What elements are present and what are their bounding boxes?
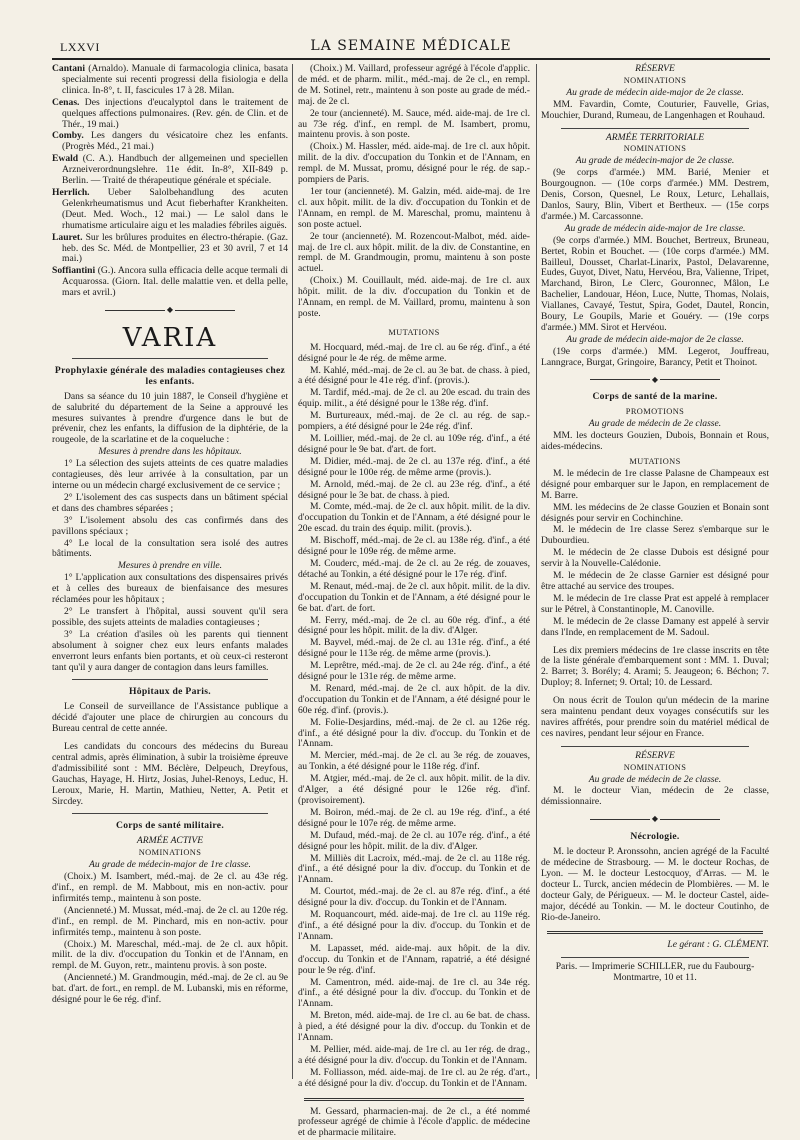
list-item: 1° La sélection des sujets atteints de ces quatre maladies contagieuses, dès leur arrivée à la consultation, par un interne ou un médecin chargé exclusivement de ce service ; (52, 458, 288, 491)
subheading: PROMOTIONS (625, 407, 685, 417)
list-item: 2° L'isolement des cas suspects dans un bâtiment spécial et dans des chambres séparées ; (52, 491, 288, 514)
subheading: ARMÉE TERRITORIALE (605, 131, 705, 143)
divider (561, 128, 749, 129)
paragraph: (9e corps d'armée.) MM. Barié, Menier et Bourgougnon. — (10e corps d'armée.) MM. Destrem, Denis, Corson, Quesnel, Le Roux, Leturc, Lehallais, Danlos, Saury, Blin, Vibert et Bertheux. — (15e corps d'armée.) M. Carcassonne. (541, 167, 769, 222)
ornament-divider: ◆ (541, 375, 769, 386)
nomination-item: (Ancienneté.) M. Mussat, méd.-maj. de 2e cl. au 120e rég. d'inf., en rempl. de M. Pinchard, mis en non-activ. pour infirmités temp., maintenu à son poste. (52, 904, 288, 938)
paragraph: M. le docteur Vian, médecin de 2e classe, démissionnaire. (541, 785, 769, 808)
mutation-item: M. le médecin de 2e classe Dubois est désigné pour servir à la Nouvelle-Calédonie. (541, 547, 769, 570)
divider (72, 679, 268, 680)
mutation-item: M. Ferry, méd.-maj. de 2e cl. au 60e rég. d'inf., a été désigné pour les hôpit. milit. de la div. d'Alger. (298, 614, 530, 637)
divider (561, 746, 749, 747)
mutation-item: M. Atgier, méd.-maj. de 2e cl. aux hôpit. milit. de la div. d'Alger, a été désigné pour le 126e rég. d'inf. (provisoirement). (298, 773, 530, 806)
nomination-item: 1er tour (ancienneté). M. Galzin, méd. aide-maj. de 1re cl. aux hôpit. milit. de la div. d'occupation du Tonkin et de l'Annam, en rempl. de M. Mareschal, promu, maintenu à son poste actuel. (298, 185, 530, 230)
column-2 (298, 64, 530, 1140)
subheading: MUTATIONS (629, 457, 681, 466)
mutation-item: M. Tardif, méd.-maj. de 2e cl. au 20e escad. du train des équip. milit., a été désigné pour le 138e rég. d'inf. (298, 387, 530, 410)
mutation-item: M. Arnold, méd.-maj. de 2e cl. au 23e rég. d'inf., a été désigné pour le 3e bat. de chass. à pied. (298, 478, 530, 501)
subheading: Au grade de médecin de 2e classe. (588, 418, 722, 430)
mutation-item: M. Hocquard, méd.-maj. de 1re cl. au 6e rég. d'inf., a été désigné pour le 4e rég. de même arme. (298, 341, 530, 364)
nomination-item: 2e tour (ancienneté). M. Sauce, méd. aide-maj. de 1re cl. au 73e rég. d'inf., en rempl. de M. Isambert, promu, maintenu provis. à son poste. (298, 107, 530, 141)
list-item: 3° L'isolement absolu des cas confirmés dans des pavillons spéciaux ; (52, 514, 288, 537)
subheading: NOMINATIONS (623, 75, 687, 85)
mutation-item: M. Mercier, méd.-maj. de 2e cl. au 3e rég. de zouaves, au Tonkin, a été désigné pour le 118e rég. d'inf. (298, 750, 530, 773)
page-header (52, 38, 770, 56)
nomination-item: (Choix.) M. Vaillard, professeur agrégé à l'école d'applic. de méd. et de pharm. milit., méd.-maj. de 2e cl., en rempl. de M. Sotinel, retr., maintenu à son poste au grade de méd.-maj. de 2e cl. (298, 63, 530, 107)
mutation-item: M. Courtot, méd.-maj. de 2e cl. au 87e rég. d'inf., a été désigné pour la div. d'occup. du Tonkin et de l'Annam. (298, 886, 530, 909)
list-item: 2° Le transfert à l'hôpital, aussi souvent qu'il sera possible, des sujets atteints de maladies contagieuses ; (52, 605, 288, 628)
mutation-item: M. Breton, méd. aide-maj. de 1re cl. au 6e bat. de chass. à pied, a été désigné pour la div. d'occup. du Tonkin et de l'Annam. (298, 1010, 530, 1044)
paragraph: M. le docteur P. Aronssohn, ancien agrégé de la Faculté de médecine de Strasbourg. — M. le docteur Rochas, de Lyon. — M. le docteur Lestocquoy, d'Arras. — M. le docteur L. Turck, ancien médecin de Plombières. — M. le docteur Galy, de Périgueux. — M. le docteur Castel, aide-major, décédé au Tonkin. — M. le docteur Coutinho, de Rio-de-Janeiro. (541, 846, 769, 923)
list-item: 3° La création d'asiles où les parents qui tiennent absolument à soigner chez eux leurs enfants malades enverront leurs enfants bien portants, et où ceux-ci resteront tant qu'il y aura danger de contagion dans leurs familles. (52, 628, 288, 673)
paragraph: Les dix premiers médecins de 1re classe inscrits en tête de la liste générale d'embarquement sont : MM. 1. Duval; 2. Barret; 3. Borély; 4. Arami; 5. Jeaugeon; 6. Béchon; 7. Duploy; 8. Infernet; 9. Ortal; 10. de Lessard. (541, 644, 769, 689)
mutation-item: M. Milliès dit Lacroix, méd.-maj. de 2e cl. au 118e rég. d'inf., a été désigné pour la div. d'occup. du Tonkin et de l'Annam. (298, 852, 530, 886)
nomination-item: (Ancienneté.) M. Grandmougin, méd.-maj. de 2e cl. au 9e bat. d'art. de fort., en rempl. de M. Lubanski, mis en réforme, désigné pour le 6e rég. d'inf. (52, 972, 288, 1006)
mutation-item: M. Kahlé, méd.-maj. de 2e cl. au 3e bat. de chass. à pied, a été désigné pour le 41e rég. d'inf. (provis.). (298, 364, 530, 387)
subheading: MUTATIONS (388, 327, 440, 337)
header-rule (52, 58, 770, 60)
mutation-item: M. Burtureaux, méd.-maj. de 2e cl. au rég. de sap.-pompiers, a été désigné pour le 24e rég. d'inf. (298, 410, 530, 433)
mutation-item: M. Comte, méd.-maj. de 2e cl. aux hôpit. milit. de la div. d'occupation du Tonkin et de l'Annam, a été désigné pour le 20e escad. du train des équip. milit. (provis.). (298, 501, 530, 535)
subheading: Mesures à prendre en ville. (117, 560, 223, 572)
subheading: NOMINATIONS (138, 848, 202, 858)
column-1 (52, 64, 288, 1007)
mutation-item: M. Roquancourt, méd. aide-maj. de 1re cl. au 119e rég. d'inf., a été désigné pour la div. d'occup. du Tonkin et de l'Annam. (298, 909, 530, 942)
varia-heading: VARIA (122, 322, 218, 353)
ornament-divider: ◆ (52, 305, 288, 316)
section-title-hopitaux: Hôpitaux de Paris. (129, 686, 211, 698)
mutation-item: M. le médecin de 1re classe Prat est appelé à remplacer sur le Pétrel, à Constantinople, M. Canoville. (541, 592, 769, 615)
subheading: RÉSERVE (635, 63, 675, 74)
column-separator (536, 64, 537, 1079)
list-item: 1° L'application aux consultations des dispensaires privés et à celles des bureaux de bienfaisance des mesures réclamées pour les hôpitaux ; (52, 572, 288, 606)
mutation-item: M. Loillier, méd.-maj. de 2e cl. au 109e rég. d'inf., a été désigné pour le 9e bat. d'art. de fort. (298, 433, 530, 455)
mutation-item: M. Folie-Desjardins, méd.-maj. de 2e cl. au 126e rég. d'inf., a été désigné pour la div. d'occup. du Tonkin et de l'Annam. (298, 716, 530, 750)
nomination-item: (Choix.) M. Hassler, méd. aide-maj. de 1re cl. aux hôpit. milit. de la div. d'occupation du Tonkin et de l'Annam, en rempl. de M. Mussat, promu, désigné pour le rég. de sap.-pompiers de Paris. (298, 141, 530, 186)
mutation-item: M. le médecin de 2e classe Damany est appelé à servir dans l'Inde, en remplacement de M. Sadoul. (541, 615, 769, 638)
column-3 (541, 64, 769, 985)
mutation-item: MM. les médecins de 2e classe Gouzien et Bonain sont désignés pour servir en Cochinchine. (541, 501, 769, 524)
mutation-item: M. Camentron, méd. aide-maj. de 1re cl. au 34e rég. d'inf., a été désigné pour la div. d'occup. du Tonkin et de l'Annam. (298, 976, 530, 1010)
paragraph: (19e corps d'armée.) MM. Legerot, Jouffreau, Lanngrace, Burgat, Gringoire, Barancy, Petit et Thoinot. (541, 345, 769, 368)
paragraph: MM. les docteurs Gouzien, Dubois, Bonnain et Rous, aides-médecins. (541, 430, 769, 453)
subheading: NOMINATIONS (623, 762, 687, 772)
mutation-item: M. Renard, méd.-maj. de 2e cl. aux hôpit. de la div. d'occupation du Tonkin et de l'Annam, a été désigné pour le 60e rég. d'inf. (provis.). (298, 682, 530, 716)
mutation-item: M. le médecin de 1re classe Palasne de Champeaux est désigné pour embarquer sur le Japon, en remplacement de M. Barre. (541, 467, 769, 501)
nomination-item: (Choix.) M. Couillault, méd. aide-maj. de 1re cl. aux hôpit. milit. de la div. d'occupation du Tonkin et de l'Annam, en rempl. de M. Vaillard, promu, maintenu à son poste. (298, 275, 530, 319)
subheading: Mesures à prendre dans les hôpitaux. (98, 446, 242, 458)
nomination-item: 2e tour (ancienneté). M. Rozencout-Malbot, méd. aide-maj. de 1re cl. aux hôpit. milit. de la div. de Constantine, en rempl. de M. Grandmougin, promu, maintenu à son poste actuel. (298, 230, 530, 275)
bib-entry: Cenas. Des injections d'eucalyptol dans le traitement de quelques affections pulmonaires. (Rev. gén. de Clin. et de Thér., 19 mai.) (52, 96, 288, 130)
subheading: NOMINATIONS (623, 144, 687, 154)
mutation-item: M. Lapasset, méd. aide-maj. aux hôpit. de la div. d'occup. du Tonkin et de l'Annam, rapatrié, a été désigné pour le 9e rég. d'inf. (298, 942, 530, 976)
subheading: ARMÉE ACTIVE (136, 835, 204, 847)
subheading: RÉSERVE (635, 749, 675, 761)
subheading: Au grade de médecin aide-major de 1re classe. (564, 222, 746, 234)
mutation-item: M. Folliasson, méd. aide-maj. de 1re cl. au 2e rég. d'art., a été désigné pour la div. d'occup. du Tonkin et de l'Annam. (298, 1066, 530, 1089)
mutation-item: M. Boiron, méd.-maj. de 2e cl. au 19e rég. d'inf., a été désigné pour le 107e rég. de même arme. (298, 806, 530, 829)
mutation-item: M. Leprêtre, méd.-maj. de 2e cl. au 24e rég. d'inf., a été désigné pour le 131e rég. de même arme. (298, 660, 530, 683)
bib-entry: Comby. Les dangers du vésicatoire chez les enfants. (Progrès Méd., 21 mai.) (52, 130, 288, 153)
mutation-item: M. Renaut, méd.-maj. de 2e cl. aux hôpit. milit. de la div. d'occupation du Tonkin et de l'Annam, a été désigné pour le 6e bat. d'art. de fort. (298, 580, 530, 614)
paragraph: Les candidats du concours des médecins du Bureau central admis, après élimination, à subir la troisième épreuve d'admissibilité sont : MM. Béclère, Delpeuch, Dreyfous, Gauchas, Hayage, H. Hirtz, Josias, Juhel-Renoys, Leduc, H. Leroux, Marie, H. Martin, Mathieu, Netter, A. Petit et Sircdey. (52, 741, 288, 807)
paragraph: (9e corps d'armée.) MM. Bouchet, Bertreux, Bruneau, Bertet, Robin et Bouchet. — (10e corps d'armée.) MM. Bailleul, Dousset, Charlat-Linarix, Pastol, Delavarenne, Eudes, Guyot, Divet, Natu, Hervéou, Bra, Valienne, Tripet, Marchand, Biron, Le Clerc, Gouronnec, Mâlon, Le Bachelier, Landouar, Héon, Luce, Nutte, Thomas, Nolais, Viallanes, Cavayé, Testut, Spira, Godet, Dautel, Roncin, Boury, Le Goupils, Marie et Gouéry. — (19e corps d'armée.) MM. Sirot et Hervéou. (541, 234, 769, 333)
divider (72, 358, 268, 359)
journal-title: LA SEMAINE MÉDICALE (310, 38, 512, 54)
section-title-sante-militaire: Corps de santé militaire. (115, 820, 225, 832)
page-number: LXXVI (60, 40, 100, 54)
divider (547, 931, 763, 934)
bibliography-list (52, 64, 288, 299)
paragraph: Dans sa séance du 10 juin 1887, le Conseil d'hygiène et de salubrité du département de la Seine a approuvé les mesures suivantes à prendre d'urgence dans le but de prévenir, chez les enfants, la diffusion de la diphtérie, de la rougeole, de la scarlatine et de la coqueluche : (52, 390, 288, 446)
ornament-divider: ◆ (541, 814, 769, 825)
bib-entry: Herrlich. Ueber Salolbehandlung des acuten Gelenkrheumatismus und Acut fieberhafter Krankheiten. (Deut. Med. Woch., 12 mai.) — Le salol dans le rhumatisme articulaire aigu et les maladies fébriles aiguës. (52, 186, 288, 231)
bib-entry: Cantani (Arnaldo). Manuale di farmacologia clinica, basata specialmente sui recenti progressi della fisiologia e della clinica. In-8°, t. II, fascicules 17 à 28. Milan. (52, 63, 288, 96)
mutation-item: M. Couderc, méd.-maj. de 2e cl. au 2e rég. de zouaves, détaché au Tonkin, a été désigné pour le 17e rég. d'inf. (298, 557, 530, 580)
subheading: Au grade de médecin-major de 1re classe. (89, 859, 251, 871)
mutation-item: M. Bayvel, méd.-maj. de 2e cl. au 131e rég. d'inf., a été désigné pour le 113e rég. de même arme (provis.). (298, 637, 530, 660)
paragraph: On nous écrit de Toulon qu'un médecin de la marine sera maintenu pendant deux voyages consécutifs sur les navires affrétés, pour prendre soin du matériel médical de ces navires, pendant leur séjour en France. (541, 695, 769, 739)
subheading: Au grade de médecin de 2e classe. (588, 773, 722, 785)
bib-entry: Soffiantini (G.). Ancora sulla efficacia delle acque termali di Acquarossa. (Giorn. Ital. delle malattie ven. et della pelle, mars et avril.) (52, 265, 288, 299)
section-title-marine: Corps de santé de la marine. (592, 391, 718, 403)
section-title-necrologie: Nécrologie. (630, 831, 680, 843)
column-separator (292, 64, 293, 1079)
nomination-item: (Choix.) M. Mareschal, méd.-maj. de 2e cl. aux hôpit. milit. de la div. d'occupation du Tonkin et de l'Annam, en rempl. de M. Guyon, retr., maintenu provis. à son poste. (52, 938, 288, 972)
printer-imprint: Paris. — Imprimerie SCHILLER, rue du Faubourg-Montmartre, 10 et 11. (555, 961, 755, 984)
nomination-item: (Choix.) M. Isambert, méd.-maj. de 2e cl. au 43e rég. d'inf., en rempl. de M. Mabbout, mis en non-activ. pour infirmités temp., maintenu à son poste. (52, 871, 288, 904)
mutation-item: M. Didier, méd.-maj. de 2e cl. au 137e rég. d'inf., a été désigné pour le 100e rég. de même arme (provis.). (298, 455, 530, 478)
bib-entry: Ewald (C. A.). Handbuch der allgemeinen und speciellen Arzneiverordnungslehre. 11e édit. In-8°, XII-849 p. Berlin. — Traité de thérapeutique générale et spéciale. (52, 153, 288, 187)
paragraph: Le Conseil de surveillance de l'Assistance publique a décidé d'ajouter une place de chirurgien au concours du Bureau central de cette année. (52, 701, 288, 735)
mutation-item: M. le médecin de 1re classe Serez s'embarque sur le Dubourdieu. (541, 524, 769, 547)
divider (72, 813, 268, 814)
gerant-signature: Le gérant : G. CLÉMENT. (667, 939, 769, 951)
subheading: Au grade de médecin aide-major de 2e classe. (566, 333, 744, 345)
mutation-item: M. Pellier, méd. aide-maj. de 1re cl. au 1er rég. de drag., a été désigné pour la div. d'occup. du Tonkin et de l'Annam. (298, 1043, 530, 1066)
mutation-list (298, 343, 530, 1090)
bib-entry: Lauret. Sur les brûlures produites en électro-thérapie. (Gaz. heb. des Sc. Méd. de Montpellier, 23 et 30 avril, 7 et 14 mai.) (52, 231, 288, 265)
mutation-item: M. le médecin de 2e classe Garnier est désigné pour être attaché au service des troupes. (541, 570, 769, 592)
mutation-item: M. Dufaud, méd.-maj. de 2e cl. au 107e rég. d'inf., a été désigné pour les hôpit. milit. de la div. d'Alger. (298, 829, 530, 852)
subheading: Au grade de médecin-major de 2e classe. (575, 155, 735, 167)
divider (304, 1098, 524, 1101)
mutation-item: M. Bischoff, méd.-maj. de 2e cl. au 138e rég. d'inf., a été désigné pour le 109e rég. de même arme. (298, 535, 530, 558)
paragraph: MM. Favardin, Comte, Couturier, Fauvelle, Grias, Mouchier, Durand, Rumeau, de Langenhagen et Rouhaud. (541, 98, 769, 121)
divider (561, 957, 749, 958)
section-title-prophylaxie: Prophylaxie générale des maladies contagieuses chez les enfants. (54, 364, 286, 387)
subheading: Au grade de médecin aide-major de 2e classe. (566, 86, 744, 98)
paragraph: M. Gessard, pharmacien-maj. de 2e cl., a été nommé professeur agrégé de chimie à l'école d'applic. de médecine et de pharmacie militaire. (298, 1105, 530, 1139)
list-item: 4° Le local de la consultation sera isolé des autres bâtiments. (52, 537, 288, 560)
